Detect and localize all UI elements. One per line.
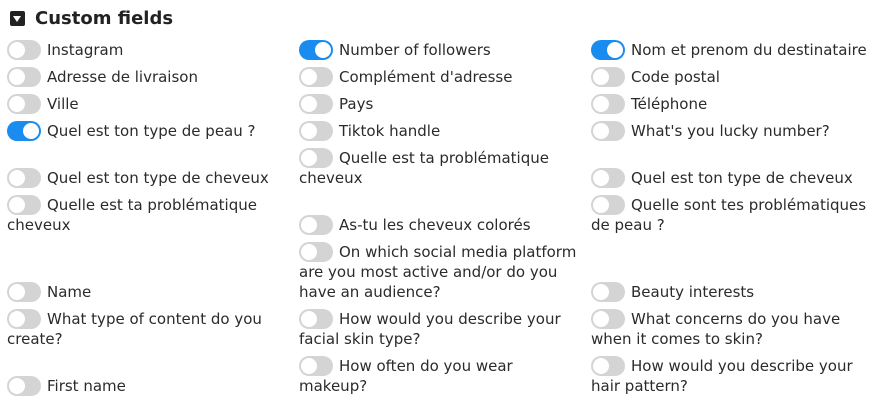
custom-field-label: Instagram (47, 41, 124, 59)
custom-field-item (584, 121, 876, 141)
custom-field-item (584, 94, 876, 114)
custom-field-label: Quel est ton type de cheveux (47, 169, 269, 187)
custom-field-label: Adresse de livraison (47, 68, 198, 86)
custom-field-item (0, 282, 292, 302)
toggle-switch[interactable] (7, 67, 41, 87)
custom-field-label: What concerns do you have when it comes to skin? (591, 310, 841, 348)
custom-field-item (584, 195, 876, 235)
custom-fields-header[interactable] (10, 6, 173, 30)
custom-field-label: What's you lucky number? (631, 122, 830, 140)
custom-field-item (584, 67, 876, 87)
custom-field-label: On which social media platform are you most active and/or do you have an audience? (299, 243, 577, 301)
custom-field-label: How would you describe your facial skin type? (299, 310, 561, 348)
custom-field-label: Quelle est ta problématique cheveux (7, 196, 257, 234)
custom-field-item (0, 40, 292, 60)
toggle-switch[interactable] (591, 67, 625, 87)
custom-field-item (292, 40, 584, 60)
custom-field-item (292, 356, 584, 396)
toggle-switch[interactable] (299, 148, 333, 168)
toggle-switch[interactable] (299, 215, 333, 235)
custom-field-label: Ville (47, 95, 79, 113)
custom-field-item (0, 168, 292, 188)
custom-field-label: Code postal (631, 68, 720, 86)
custom-field-label: Tiktok handle (339, 122, 441, 140)
toggle-switch[interactable] (7, 282, 41, 302)
toggle-switch[interactable] (591, 195, 625, 215)
custom-field-label: Téléphone (631, 95, 708, 113)
custom-field-item (292, 242, 584, 302)
toggle-switch[interactable] (591, 40, 625, 60)
custom-field-item (292, 121, 584, 141)
custom-field-label: Complément d'adresse (339, 68, 513, 86)
toggle-switch[interactable] (299, 121, 333, 141)
custom-field-item (292, 309, 584, 349)
custom-field-label: How would you describe your hair pattern? (591, 357, 853, 395)
custom-fields-grid (0, 40, 896, 403)
custom-field-label: Quelle est ta problématique cheveux (299, 149, 549, 187)
toggle-switch[interactable] (299, 67, 333, 87)
toggle-switch[interactable] (299, 242, 333, 262)
toggle-switch[interactable] (7, 195, 41, 215)
toggle-switch[interactable] (7, 121, 41, 141)
custom-field-item (292, 67, 584, 87)
custom-field-label: Quelle sont tes problématiques de peau ? (591, 196, 867, 234)
toggle-switch[interactable] (591, 309, 625, 329)
custom-field-item (584, 309, 876, 349)
custom-field-label: Number of followers (339, 41, 491, 59)
toggle-switch[interactable] (591, 94, 625, 114)
custom-field-item (292, 215, 584, 235)
custom-field-item (0, 94, 292, 114)
custom-field-item (292, 94, 584, 114)
custom-field-item (584, 168, 876, 188)
toggle-switch[interactable] (7, 309, 41, 329)
toggle-switch[interactable] (299, 309, 333, 329)
custom-field-label: As-tu les cheveux colorés (339, 216, 531, 234)
custom-field-label: What type of content do you create? (7, 310, 262, 348)
toggle-switch[interactable] (591, 168, 625, 188)
toggle-switch[interactable] (7, 376, 41, 396)
toggle-switch[interactable] (7, 168, 41, 188)
custom-field-label: Name (47, 283, 92, 301)
custom-field-label: Beauty interests (631, 283, 755, 301)
custom-field-item (0, 121, 292, 141)
custom-field-item (584, 282, 876, 302)
custom-field-label: Quel est ton type de cheveux (631, 169, 853, 187)
section-title: Custom fields (35, 7, 174, 29)
caret-down-icon[interactable] (10, 11, 25, 26)
custom-field-label: How often do you wear makeup? (299, 357, 513, 395)
custom-field-item (0, 309, 292, 349)
toggle-switch[interactable] (7, 40, 41, 60)
toggle-switch[interactable] (591, 282, 625, 302)
toggle-switch[interactable] (7, 94, 41, 114)
custom-field-item (292, 148, 584, 188)
custom-field-label: Quel est ton type de peau ? (47, 122, 256, 140)
custom-field-label: First name (47, 377, 126, 395)
custom-field-item (0, 67, 292, 87)
toggle-switch[interactable] (591, 121, 625, 141)
custom-field-item (0, 195, 292, 235)
custom-field-label: Pays (339, 95, 374, 113)
custom-field-item (0, 376, 292, 396)
custom-field-label: Nom et prenom du destinataire (631, 41, 867, 59)
toggle-switch[interactable] (299, 94, 333, 114)
toggle-switch[interactable] (299, 40, 333, 60)
toggle-switch[interactable] (591, 356, 625, 376)
custom-field-item (584, 356, 876, 396)
toggle-switch[interactable] (299, 356, 333, 376)
custom-field-item (584, 40, 876, 60)
